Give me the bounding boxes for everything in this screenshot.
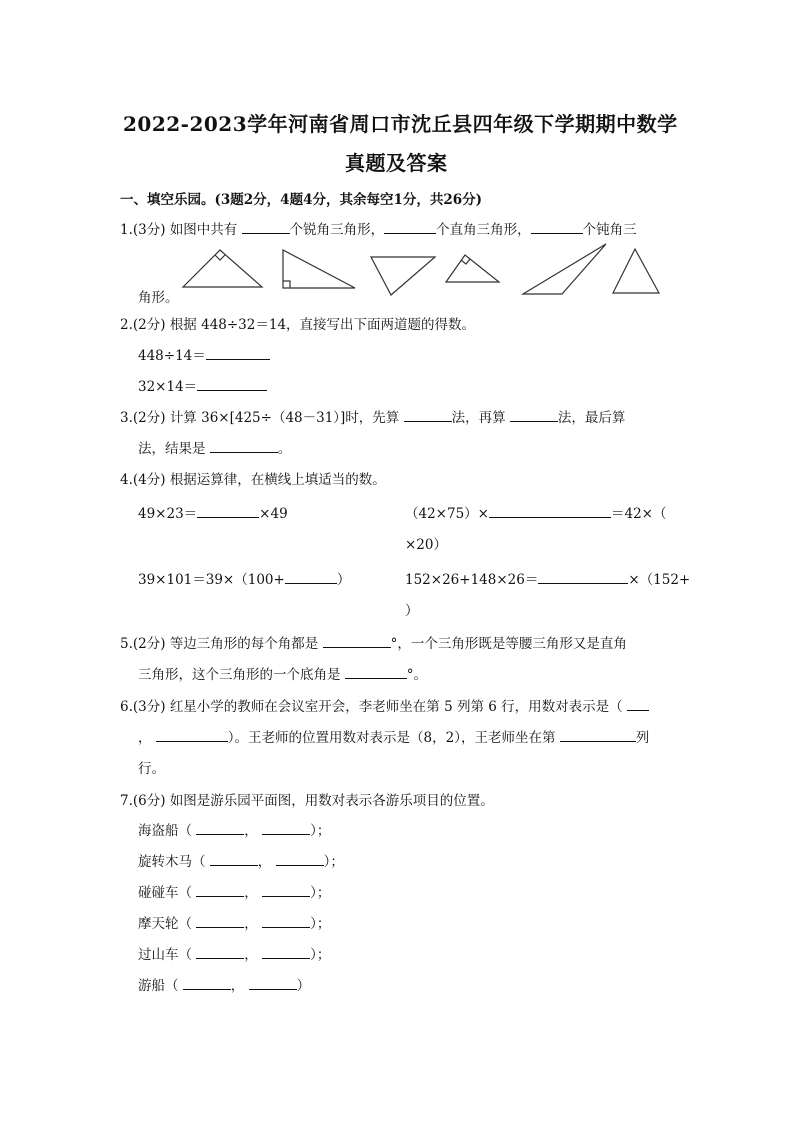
question-text: 如图中共有 (169, 222, 238, 238)
question-score: (2分) (132, 410, 166, 426)
equation-text: ×20） (405, 537, 447, 553)
answer-blank[interactable] (323, 635, 391, 648)
answer-blank[interactable] (404, 409, 452, 422)
question-text: 个直角三角形， (436, 222, 531, 238)
equation-text: ） (405, 603, 419, 619)
question-6-line1 (120, 695, 649, 715)
triangle-4 (446, 255, 499, 282)
question-text: °。 (406, 667, 428, 683)
item-end: ）； (310, 823, 331, 839)
q7-item-boat (138, 974, 310, 994)
q7-item-ferris-wheel (138, 912, 330, 932)
question-2 (120, 313, 475, 333)
question-1-line2 (138, 286, 179, 306)
page-title-line2: 真题及答案 (345, 151, 448, 175)
equation-text: ×（152+ (628, 572, 691, 588)
question-number: 4. (120, 472, 133, 488)
equation-text: 49×23＝ (138, 506, 198, 522)
answer-blank[interactable] (276, 853, 324, 866)
triangle-3 (371, 257, 435, 295)
item-end: ）； (310, 947, 331, 963)
answer-blank[interactable] (156, 729, 228, 742)
separator: ， (244, 823, 258, 839)
equation-text: 448÷14＝ (138, 348, 206, 364)
answer-blank[interactable] (510, 409, 558, 422)
item-label: 摩天轮（ (138, 916, 192, 932)
answer-blank[interactable] (538, 571, 628, 584)
answer-blank[interactable] (345, 666, 407, 679)
question-text: 根据 448÷32＝14，直接写出下面两道题的得数。 (169, 317, 476, 333)
question-4 (120, 468, 386, 488)
question-text: 三角形，这个三角形的一个底角是 (138, 667, 341, 683)
question-3-line2 (138, 437, 291, 457)
answer-blank[interactable] (196, 915, 244, 928)
equation-text: ） (336, 572, 351, 588)
question-text: 法，最后算 (557, 410, 626, 426)
answer-blank[interactable] (262, 822, 310, 835)
equation-text: ×49 (259, 506, 288, 522)
item-label: 旋转木马（ (138, 854, 206, 870)
item-end: ）； (310, 916, 331, 932)
separator: ， (244, 947, 258, 963)
question-4-c (138, 568, 350, 588)
question-number: 1. (120, 222, 133, 238)
question-number: 3. (120, 410, 133, 426)
triangle-figures (178, 242, 668, 302)
answer-blank[interactable] (242, 221, 290, 234)
triangle-5 (523, 244, 606, 294)
question-number: 2. (120, 317, 133, 333)
triangle-6 (613, 249, 659, 293)
triangle-2 (283, 250, 355, 288)
question-number: 6. (120, 699, 133, 715)
question-score: (4分) (132, 472, 166, 488)
question-3-line1 (120, 406, 625, 426)
question-text: 法，结果是 (138, 441, 206, 457)
question-5-line1 (120, 632, 627, 652)
question-score: (3分) (132, 699, 166, 715)
triangle-1 (183, 250, 262, 287)
equation-text: （42×75）× (405, 506, 489, 522)
question-text: 行。 (138, 761, 165, 777)
answer-blank[interactable] (489, 505, 611, 518)
question-text: 红星小学的教师在会议室开会，李老师坐在第 5 列第 6 行，用数对表示是（ (169, 699, 623, 715)
item-label: 碰碰车（ (138, 885, 192, 901)
question-6-line3 (138, 757, 165, 777)
question-text: 计算 36×[425÷（48－31）]时，先算 (169, 410, 400, 426)
question-text: 等边三角形的每个角都是 (169, 636, 319, 652)
answer-blank[interactable] (196, 884, 244, 897)
answer-blank[interactable] (249, 977, 297, 990)
question-5-line2 (138, 663, 427, 683)
question-score: (2分) (132, 317, 166, 333)
question-text: °，一个三角形既是等腰三角形又是直角 (390, 636, 627, 652)
equation-text: 39×101＝39×（100+ (138, 572, 285, 588)
separator: ， (257, 854, 272, 870)
question-text: 角形。 (138, 290, 179, 306)
item-label: 过山车（ (138, 947, 192, 963)
answer-blank[interactable] (560, 729, 636, 742)
answer-blank[interactable] (210, 440, 278, 453)
item-end: ）； (310, 885, 331, 901)
separator: ， (244, 885, 258, 901)
answer-blank[interactable] (197, 505, 259, 518)
section-heading: 一、填空乐园。(3题2分，4题4分，其余每空1分，共26分) (120, 192, 483, 208)
question-text: 法，再算 (451, 410, 506, 426)
q7-item-bumper-cars (138, 881, 330, 901)
item-label: 海盗船（ (138, 823, 192, 839)
answer-blank[interactable] (210, 853, 258, 866)
answer-blank[interactable] (384, 221, 436, 234)
equation-text: 32×14＝ (138, 379, 198, 395)
answer-blank[interactable] (183, 977, 231, 990)
question-text: 个钝角三 (582, 222, 637, 238)
question-text: ， (138, 730, 152, 746)
question-text: 。 (277, 441, 292, 457)
answer-blank[interactable] (262, 884, 310, 897)
equation-text: 152×26+148×26＝ (405, 572, 539, 588)
question-text: ）。王老师的位置用数对表示是（8，2），王老师坐在第 (227, 730, 556, 746)
question-4-d-cont (405, 599, 419, 619)
question-score: (2分) (132, 636, 166, 652)
answer-blank[interactable] (197, 378, 267, 391)
item-end: ） (296, 978, 311, 994)
question-score: (3分) (132, 222, 166, 238)
question-text: 根据运算律，在横线上填适当的数。 (169, 472, 386, 488)
page-title-line1: 2022-2023学年河南省周口市沈丘县四年级下学期期中数学 (123, 112, 678, 136)
question-6-line2 (138, 726, 649, 746)
question-2-line2 (138, 375, 267, 395)
answer-blank[interactable] (285, 571, 337, 584)
question-4-a (138, 502, 288, 522)
question-2-line1 (138, 344, 270, 364)
answer-blank[interactable] (627, 698, 649, 711)
q7-item-carousel (138, 850, 344, 870)
question-number: 7. (120, 793, 133, 809)
answer-blank[interactable] (262, 946, 310, 959)
question-1-line1 (120, 218, 637, 238)
separator: ， (244, 916, 258, 932)
question-score: (6分) (132, 793, 166, 809)
question-4-b-cont (405, 533, 447, 553)
question-4-d (405, 568, 690, 588)
question-4-b (405, 502, 666, 522)
item-label: 游船（ (138, 978, 179, 994)
question-text: 如图是游乐园平面图，用数对表示各游乐项目的位置。 (169, 793, 494, 809)
question-7 (120, 789, 494, 809)
answer-blank[interactable] (196, 946, 244, 959)
answer-blank[interactable] (531, 221, 583, 234)
q7-item-pirate-ship (138, 819, 330, 839)
separator: ， (230, 978, 245, 994)
q7-item-roller-coaster (138, 943, 330, 963)
answer-blank[interactable] (206, 347, 270, 360)
answer-blank[interactable] (196, 822, 244, 835)
equation-text: ＝42×（ (610, 506, 667, 522)
question-number: 5. (120, 636, 133, 652)
question-text: 个锐角三角形， (289, 222, 385, 238)
item-end: ）； (323, 854, 344, 870)
answer-blank[interactable] (262, 915, 310, 928)
question-text: 列 (635, 730, 650, 746)
